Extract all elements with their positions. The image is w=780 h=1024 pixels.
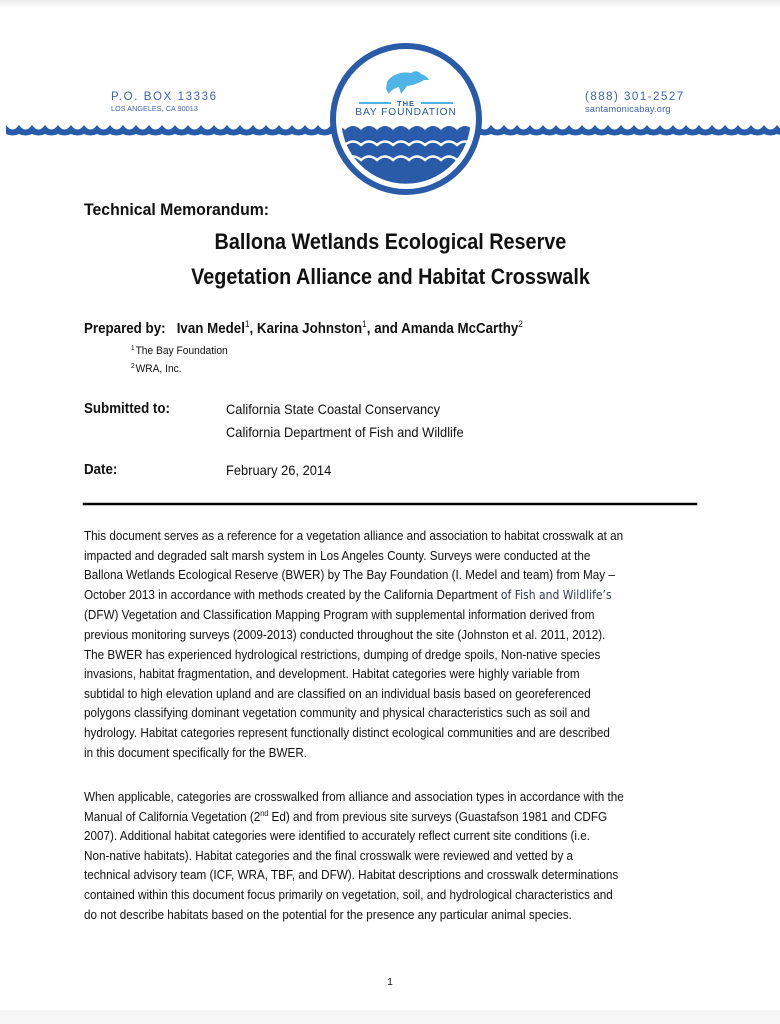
- author-name: Karina Johnston: [256, 321, 363, 337]
- city-state-zip: LOS ANGELES, CA 90013: [111, 104, 198, 113]
- date-label: Date:: [84, 462, 118, 478]
- author-name: Amanda McCarthy: [401, 321, 519, 337]
- affiliation-item: [131, 363, 182, 375]
- section-divider: [83, 503, 697, 505]
- affiliation-name: WRA, Inc.: [135, 363, 182, 375]
- author-affil-marker: 2: [518, 319, 523, 329]
- body-paragraph-1: [84, 526, 724, 762]
- logo-text-name: BAY FOUNDATION: [355, 107, 457, 118]
- wave-border-left: [6, 121, 332, 137]
- affiliation-item: [131, 345, 228, 357]
- line-text: October 2013 in accordance with methods created by the California Department: [84, 586, 501, 602]
- paragraph-line: in this document specifically for the BWER.: [84, 744, 308, 760]
- author-separator: ,: [249, 321, 257, 337]
- submitted-to-label: Submitted to:: [84, 401, 170, 417]
- prepared-by-line: [84, 321, 523, 337]
- paragraph-line: do not describe habitats based on the potential for the presence any particular animal species.: [84, 906, 572, 922]
- paragraph-line: invasions, habitat fragmentation, and development. Habitat categories were highly variable from: [84, 666, 580, 682]
- document-title-line1: [0, 229, 780, 255]
- po-box: P.O. BOX 13336: [111, 91, 218, 103]
- paragraph-line: impacted and degraded salt marsh system in Los Angeles County. Surveys were conducted at the: [84, 547, 591, 563]
- affiliation-number: 2: [131, 363, 135, 370]
- paragraph-line: [84, 807, 660, 827]
- author-name: Ivan Medel: [176, 321, 245, 337]
- paragraph-line: subtidal to high elevation upland and are classified on an individual basis based on georeferenced: [84, 685, 591, 701]
- wave-border-right: [478, 121, 780, 137]
- line-text: Manual of California Vegetation (2: [84, 808, 261, 824]
- paragraph-line: polygons classifying dominant vegetation community and physical characteristics such as soil and: [84, 705, 590, 721]
- recipient-item: California State Coastal Conservancy: [226, 401, 441, 417]
- title-text-2: Vegetation Alliance and Habitat Crosswalk: [190, 264, 590, 289]
- paragraph-line: 2007). Additional habitat categories were identified to accurately reflect current site conditions (i.e.: [84, 828, 590, 844]
- body-paragraph-2: [84, 787, 724, 924]
- affiliation-number: 1: [131, 345, 135, 352]
- memo-type-label: Technical Memorandum:: [84, 200, 270, 219]
- paragraph-line: technical advisory team (ICF, WRA, TBF, and DFW). Habitat descriptions and crosswalk determinations: [84, 867, 619, 883]
- author-separator: , and: [366, 321, 402, 337]
- logo-emblem-icon: [329, 42, 483, 196]
- paragraph-line: The BWER has experienced hydrological restrictions, dumping of dredge spoils, Non-native species: [84, 646, 601, 662]
- contact-block: [585, 91, 705, 114]
- bay-foundation-logo: [329, 42, 483, 196]
- page-number: 1: [387, 977, 393, 988]
- affiliation-name: The Bay Foundation: [135, 345, 228, 357]
- paragraph-line: contained within this document focus primarily on vegetation, soil, and hydrological characteristics and: [84, 886, 613, 902]
- address-block: [111, 91, 226, 114]
- paragraph-line: [84, 585, 660, 606]
- paragraph-line: hydrology. Habitat categories represent functionally distinct ecological communities and are described: [84, 724, 610, 740]
- paragraph-line: This document serves as a reference for a vegetation alliance and association to habitat crosswalk at an: [84, 528, 624, 543]
- paragraph-line: previous monitoring surveys (2009-2013) conducted throughout the site (Johnston et al. 2011, 2012).: [84, 626, 606, 642]
- document-title-line2: [0, 264, 780, 290]
- line-text: Ed) and from previous site surveys (Guastafson 1981 and CDFG: [268, 808, 608, 824]
- author-affil-marker: 1: [362, 319, 367, 329]
- paragraph-line: Ballona Wetlands Ecological Reserve (BWER) by The Bay Foundation (I. Medel and team) from May –: [84, 567, 615, 583]
- ordinal-superscript: nd: [260, 808, 269, 818]
- letterhead: [0, 0, 780, 200]
- title-text-1: Ballona Wetlands Ecological Reserve: [214, 229, 566, 254]
- recipient-item: California Department of Fish and Wildlife: [226, 424, 464, 440]
- page-bottom-edge: [0, 1010, 780, 1024]
- paragraph-line: Non-native habitats). Habitat categories and the final crosswalk were reviewed and vetted by a: [84, 847, 574, 863]
- line-text-alt-font: of Fish and Wildlife’s: [500, 587, 612, 602]
- paragraph-line: (DFW) Vegetation and Classification Mapping Program with supplemental information derived from: [84, 607, 595, 623]
- phone-number: (888) 301-2527: [585, 91, 685, 103]
- prepared-by-label: Prepared by:: [84, 321, 166, 337]
- author-affil-marker: 1: [244, 319, 250, 329]
- date-value: February 26, 2014: [226, 462, 332, 478]
- paragraph-line: When applicable, categories are crosswalked from alliance and association types in accordance with the: [84, 789, 624, 804]
- logo-text-the: THE: [397, 99, 415, 108]
- website-link[interactable]: santamonicabay.org: [585, 104, 671, 114]
